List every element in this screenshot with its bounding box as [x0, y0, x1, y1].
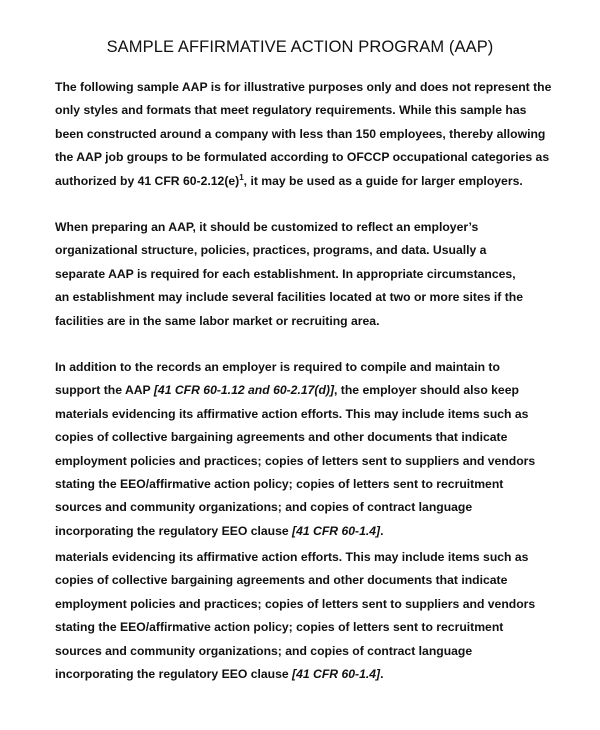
text-line: the AAP job groups to be formulated according to OFCCP occupational categories as: [55, 150, 550, 165]
text-line: [55, 663, 565, 686]
text-line: separate AAP is required for each establishment. In appropriate circumstances,: [55, 266, 516, 281]
text-line: The following sample AAP is for illustrative purposes only and does not represent the: [55, 80, 552, 94]
paragraph-records-repeat: [55, 546, 565, 686]
text-line: stating the EEO/affirmative action policy; copies of letters sent to recruitment: [55, 477, 504, 492]
text-line: employment policies and practices; copies of letters sent to suppliers and vendors: [55, 453, 536, 468]
citation: [41 CFR 60-1.4]: [292, 523, 381, 538]
text-segment: , it may be used as a guide for larger employers.: [243, 173, 523, 188]
paragraph-preparing: [55, 216, 565, 333]
text-segment: incorporating the regulatory EEO clause: [55, 523, 293, 538]
footnote-marker: 1: [239, 172, 244, 182]
text-line: only styles and formats that meet regulatory requirements. While this sample has: [55, 103, 527, 118]
text-line: an establishment may include several facilities located at two or more sites if the: [55, 290, 524, 305]
text-line: sources and community organizations; and copies of contract language: [55, 643, 473, 658]
text-line: facilities are in the same labor market or recruiting area.: [55, 313, 380, 328]
text-line: stating the EEO/affirmative action policy; copies of letters sent to recruitment: [55, 620, 504, 635]
text-line: When preparing an AAP, it should be customized to reflect an employer’s: [55, 220, 479, 234]
text-line: copies of collective bargaining agreements and other documents that indicate: [55, 573, 508, 588]
paragraph-records: [55, 356, 565, 543]
text-line: employment policies and practices; copies of letters sent to suppliers and vendors: [55, 596, 536, 611]
text-line: [55, 520, 565, 543]
text-line: been constructed around a company with less than 150 employees, thereby allowing: [55, 126, 546, 141]
text-line: [55, 170, 565, 193]
text-segment: .: [380, 523, 384, 538]
text-line: [55, 379, 565, 402]
text-line: materials evidencing its affirmative action efforts. This may include items such as: [55, 550, 529, 564]
citation: [41 CFR 60-1.12 and 60-2.17(d)]: [153, 383, 335, 398]
text-line: copies of collective bargaining agreements and other documents that indicate: [55, 430, 508, 445]
text-segment: , the employer should also keep: [334, 383, 519, 398]
text-line: In addition to the records an employer is required to compile and maintain to: [55, 360, 500, 374]
text-line: materials evidencing its affirmative action efforts. This may include items such as: [55, 406, 529, 421]
text-line: organizational structure, policies, practices, programs, and data. Usually a: [55, 243, 487, 258]
text-segment: support the AAP: [55, 383, 154, 398]
paragraph-intro: [55, 76, 565, 193]
text-segment: .: [380, 667, 384, 682]
text-segment: authorized by 41 CFR 60-2.12(e): [55, 173, 240, 188]
text-segment: incorporating the regulatory EEO clause: [55, 667, 293, 682]
document-title: SAMPLE AFFIRMATIVE ACTION PROGRAM (AAP): [106, 38, 494, 56]
text-line: sources and community organizations; and copies of contract language: [55, 500, 473, 515]
citation: [41 CFR 60-1.4]: [292, 667, 381, 682]
